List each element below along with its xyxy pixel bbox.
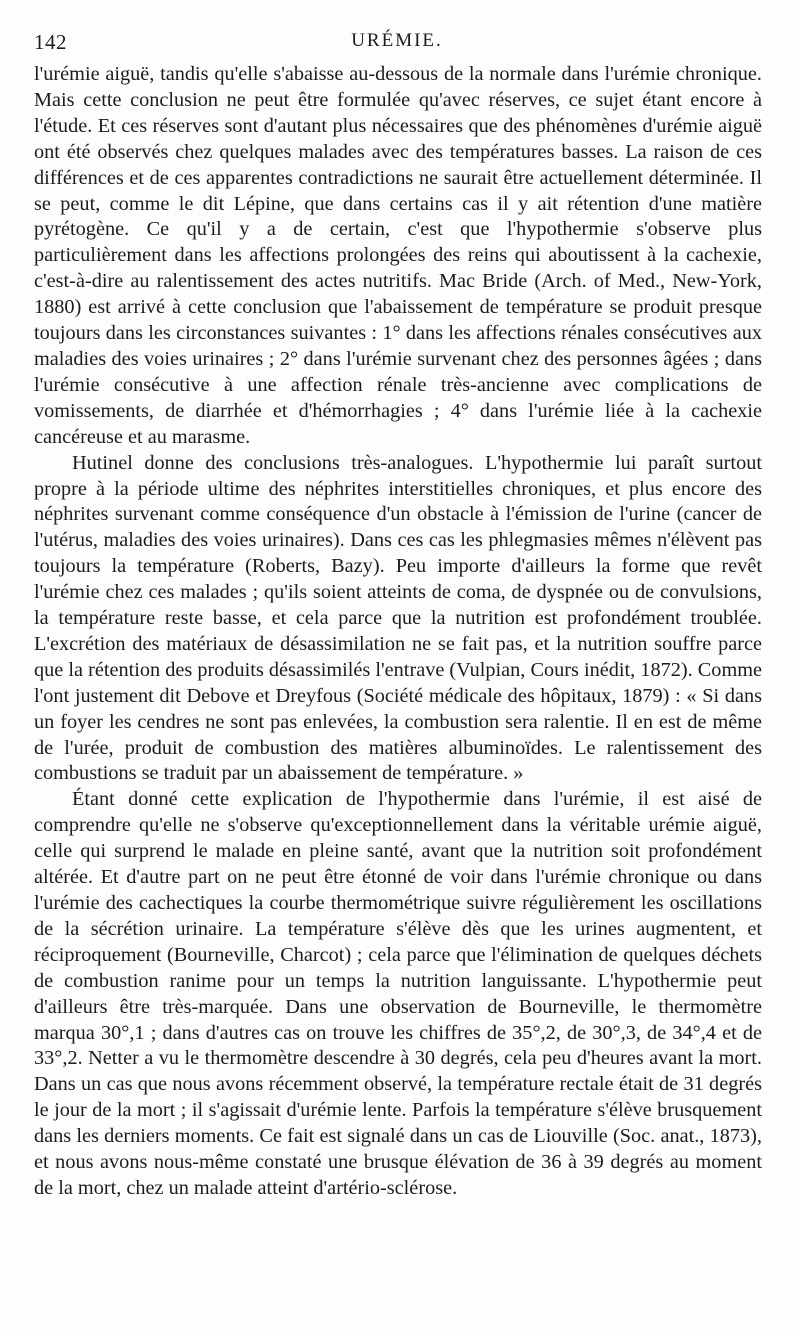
paragraph-explication: Étant donné cette explication de l'hypothermie dans l'urémie, il est aisé de comprendre qu'elle ne s'observe qu'exceptionnellement dans la véritable urémie aiguë, celle qui surprend le malade en pleine santé, avant que la nutrition soit profondément altérée. Et d'autre part on ne peut être étonné de voir dans l'urémie chronique ou dans l'urémie des cachectiques la courbe thermométrique suivre régulièrement les oscillations de la sécrétion urinaire. La température s'élève dès que les urines augmentent, et réciproquement (Bourneville, Charcot) ; cela parce que l'élimination de quelques déchets de combustion ranime pour un temps la nutrition languissante. L'hypothermie peut d'ailleurs être très-marquée. Dans une observation de Bourneville, le thermomètre marqua 30°,1 ; dans d'autres cas on trouve les chiffres de 35°,2, de 30°,3, de 34°,4 et de 33°,2. Netter a vu le thermomètre descendre à 30 degrés, cela peu d'heures avant la mort. Dans un cas que nous avons récemment observé, la température rectale était de 31 degrés le jour de la mort ; il s'agissait d'urémie lente. Parfois la température s'élève brusquement dans les derniers moments. Ce fait est signalé dans un cas de Liouville (Soc. anat., 1873), et nous avons nous-même constaté une brusque élévation de 36 à 39 degrés au moment de la mort, chez un malade atteint d'artério-sclérose. xyxy=(34,788,762,1199)
running-title: URÉMIE. xyxy=(351,30,443,51)
running-head xyxy=(34,30,760,58)
paragraph-hutinel: Hutinel donne des conclusions très-analogues. L'hypothermie lui paraît surtout propre à la période ultime des néphrites interstitielles chroniques, et plus encore des néphrites survenant comme conséquence d'un obstacle à l'émission de l'urine (cancer de l'utérus, maladies des voies urinaires). Dans ces cas les phlegmasies mêmes n'élèvent pas toujours la température (Roberts, Bazy). Peu importe d'ailleurs la forme que revêt l'urémie chez ces malades ; qu'ils soient atteints de coma, de dyspnée ou de convulsions, la température reste basse, et cela parce que la nutrition est profondément troublée. L'excrétion des matériaux de désassimilation ne se fait pas, et la nutrition souffre parce que la rétention des produits désassimilés l'entrave (Vulpian, Cours inédit, 1872). Comme l'ont justement dit Debove et Dreyfous (Société médicale des hôpitaux, 1879) : « Si dans un foyer les cendres ne sont pas enlevées, la combustion sera ralentie. Il en est de même de l'urée, produit de combustion des matières albuminoïdes. Le ralentissement des combustions se traduit par un abaissement de température. » xyxy=(34,451,762,785)
paragraph-continuation: l'urémie aiguë, tandis qu'elle s'abaisse au-dessous de la normale dans l'urémie chronique. Mais cette conclusion ne peut être formulée qu'avec réserves, ce sujet étant encore à l'étude. Et ces réserves sont d'autant plus nécessaires que des phénomènes d'urémie aiguë ont été observés chez quelques malades avec des températures basses. La raison de ces différences et de ces apparentes contradictions ne saurait être actuellement déterminée. Il se peut, comme le dit Lépine, que dans certains cas il y ait rétention d'une matière pyrétogène. Ce qu'il y a de certain, c'est que l'hypothermie s'observe plus particulièrement dans les affections prolongées des reins qui aboutissent à la cachexie, c'est-à-dire au ralentissement des actes nutritifs. Mac Bride (Arch. of Med., New-York, 1880) est arrivé à cette conclusion que l'abaissement de température se produit presque toujours dans les circonstances suivantes : 1° dans les affections rénales consécutives aux maladies des voies urinaires ; 2° dans l'urémie survenant chez des personnes âgées ; dans l'urémie consécutive à une affection rénale très-ancienne avec complications de vomissements, de diarrhée et d'hémorrhagies ; 4° dans l'urémie liée à la cachexie cancéreuse et au marasme. xyxy=(34,63,762,448)
page-number: 142 xyxy=(34,30,67,54)
body-text xyxy=(34,62,762,1202)
